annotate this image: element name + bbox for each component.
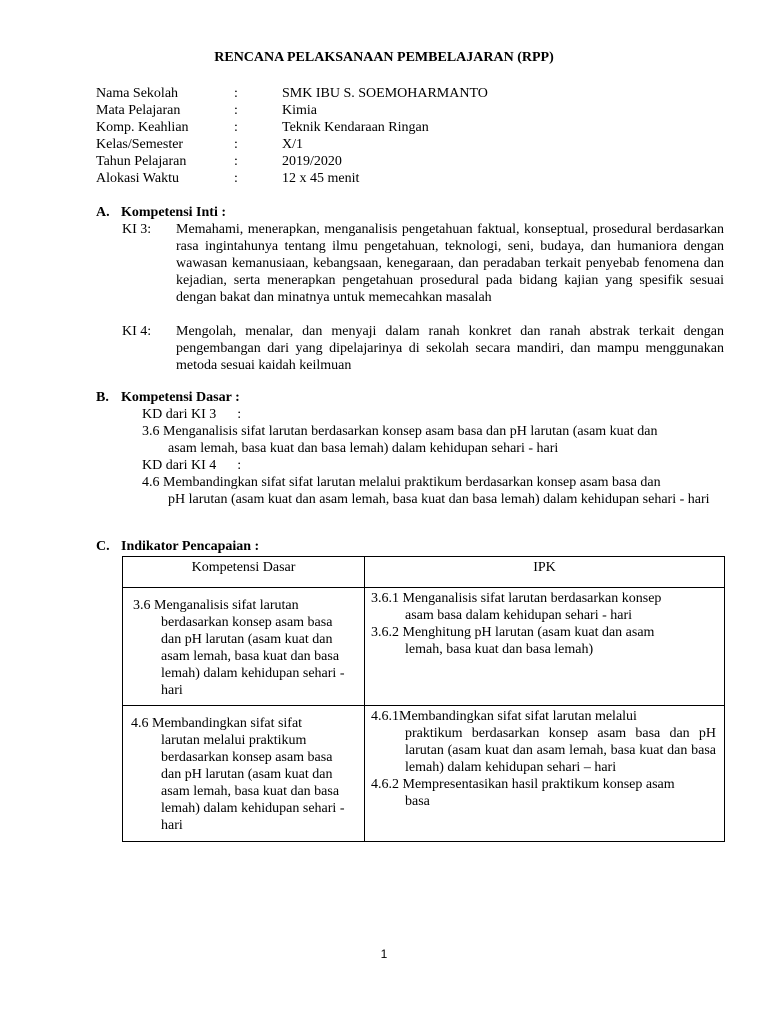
kd-4-6 bbox=[142, 474, 724, 508]
kd-number: 4.6 bbox=[131, 716, 149, 731]
ipk-first-line: 4.6.1Membandingkan sifat sifat larutan melalui bbox=[371, 709, 637, 724]
info-label: Kelas/Semester bbox=[96, 137, 184, 152]
kd-first-line: Menganalisis sifat larutan bbox=[154, 598, 299, 613]
column-header-kd: Kompetensi Dasar bbox=[123, 557, 365, 588]
info-value: SMK IBU S. SOEMOHARMANTO bbox=[282, 86, 488, 101]
ipk-item bbox=[371, 624, 716, 658]
kd-3-6 bbox=[142, 423, 724, 457]
table-header-row bbox=[123, 557, 725, 588]
info-label: Nama Sekolah bbox=[96, 86, 179, 101]
info-colon: : bbox=[234, 103, 238, 118]
info-label: Mata Pelajaran bbox=[96, 103, 181, 118]
info-colon: : bbox=[234, 171, 238, 186]
ki3-text: Memahami, menerapkan, menganalisis pengetahuan faktual, konseptual, prosedural berdasarkan rasa ingintahunya tentang ilmu pengetahuan, teknologi, seni, budaya, dan humaniora dengan wawasan kemanusiaan, kebangsaan, kenegaraan, dan peradaban terkait penyebab fenomena dan kejadian, serta menerapkan pengetahuan prosedural pada bidang kajian yang spesifik sesuai dengan bakat dan minatnya untuk memecahkan masalah bbox=[176, 222, 724, 305]
ipk-first-line: 3.6.2 Menghitung pH larutan (asam kuat dan asam bbox=[371, 625, 655, 640]
kd-continuation: berdasarkan konsep asam basa dan pH larutan (asam kuat dan asam lemah, basa kuat dan basa lemah) dalam kehidupan sehari - hari bbox=[161, 615, 345, 698]
kd-first-line: Membandingkan sifat sifat bbox=[152, 716, 303, 731]
section-letter: A. bbox=[96, 205, 110, 220]
info-value: 12 x 45 menit bbox=[282, 171, 360, 186]
document-title: RENCANA PELAKSANAAN PEMBELAJARAN (RPP) bbox=[214, 50, 554, 65]
section-title: Indikator Pencapaian : bbox=[121, 539, 260, 554]
ipk-first-line: 3.6.1 Menganalisis sifat larutan berdasarkan konsep bbox=[371, 591, 662, 606]
column-header-ipk: IPK bbox=[365, 557, 725, 588]
info-colon: : bbox=[234, 137, 238, 152]
indicator-table bbox=[122, 556, 725, 842]
info-label: Komp. Keahlian bbox=[96, 120, 189, 135]
ipk-cell bbox=[365, 588, 725, 706]
ipk-item bbox=[371, 590, 716, 624]
section-b-heading bbox=[96, 389, 240, 406]
info-colon: : bbox=[234, 154, 238, 169]
info-colon: : bbox=[234, 86, 238, 101]
section-title: Kompetensi Inti : bbox=[121, 205, 226, 220]
kd-4-6-text-cont: pH larutan (asam kuat dan asam lemah, basa kuat dan basa lemah) dalam kehidupan sehari - hari bbox=[168, 492, 710, 507]
section-letter: C. bbox=[96, 539, 110, 554]
info-colon: : bbox=[234, 120, 238, 135]
section-letter: B. bbox=[96, 390, 109, 405]
kd-number: 3.6 bbox=[133, 598, 151, 613]
ipk-continuation: asam basa dalam kehidupan sehari - hari bbox=[405, 608, 633, 623]
ki3-label: KI 3: bbox=[122, 222, 152, 237]
kd-3-6-text-cont: asam lemah, basa kuat dan basa lemah) dalam kehidupan sehari - hari bbox=[168, 441, 559, 456]
kd-cell bbox=[123, 706, 365, 842]
table-row bbox=[123, 706, 725, 842]
info-label: Tahun Pelajaran bbox=[96, 154, 187, 169]
kd-4-6-text: 4.6 Membandingkan sifat sifat larutan melalui praktikum berdasarkan konsep asam basa dan bbox=[142, 475, 661, 490]
ipk-continuation: basa bbox=[405, 794, 430, 809]
info-value: Kimia bbox=[282, 103, 317, 118]
info-value: X/1 bbox=[282, 137, 303, 152]
kd-continuation: larutan melalui praktikum berdasarkan konsep asam basa dan pH larutan (asam kuat dan asam lemah, basa kuat dan basa lemah) dalam kehidupan sehari - hari bbox=[161, 733, 345, 833]
ipk-item bbox=[371, 776, 716, 810]
info-value: Teknik Kendaraan Ringan bbox=[282, 120, 429, 135]
kd-ki4-label: KD dari KI 4 : bbox=[142, 458, 242, 473]
ipk-first-line: 4.6.2 Mempresentasikan hasil praktikum konsep asam bbox=[371, 777, 675, 792]
info-value: 2019/2020 bbox=[282, 154, 342, 169]
kd-3-6-text: 3.6 Menganalisis sifat larutan berdasarkan konsep asam basa dan pH larutan (asam kuat dan bbox=[142, 424, 658, 439]
ki4-text: Mengolah, menalar, dan menyaji dalam ranah konkret dan ranah abstrak terkait dengan pengembangan dari yang dipelajarinya di sekolah secara mandiri, dan mampu menggunakan metoda sesuai kaidah keilmuan bbox=[176, 324, 724, 373]
page-number: 1 bbox=[380, 947, 388, 961]
ki4-label: KI 4: bbox=[122, 324, 152, 339]
ipk-cell bbox=[365, 706, 725, 842]
ipk-continuation: lemah, basa kuat dan basa lemah) bbox=[405, 642, 594, 657]
info-label: Alokasi Waktu bbox=[96, 171, 179, 186]
ipk-continuation: praktikum berdasarkan konsep asam basa dan pH larutan (asam kuat dan asam lemah, basa kuat dan basa lemah) dalam kehidupan sehari – hari bbox=[405, 726, 716, 775]
table-row bbox=[123, 588, 725, 706]
section-title: Kompetensi Dasar : bbox=[121, 390, 240, 405]
kd-cell bbox=[123, 588, 365, 706]
ipk-item bbox=[371, 708, 716, 776]
section-a-heading bbox=[96, 204, 226, 221]
section-c-heading bbox=[96, 538, 259, 555]
kd-ki3-label: KD dari KI 3 : bbox=[142, 407, 242, 422]
